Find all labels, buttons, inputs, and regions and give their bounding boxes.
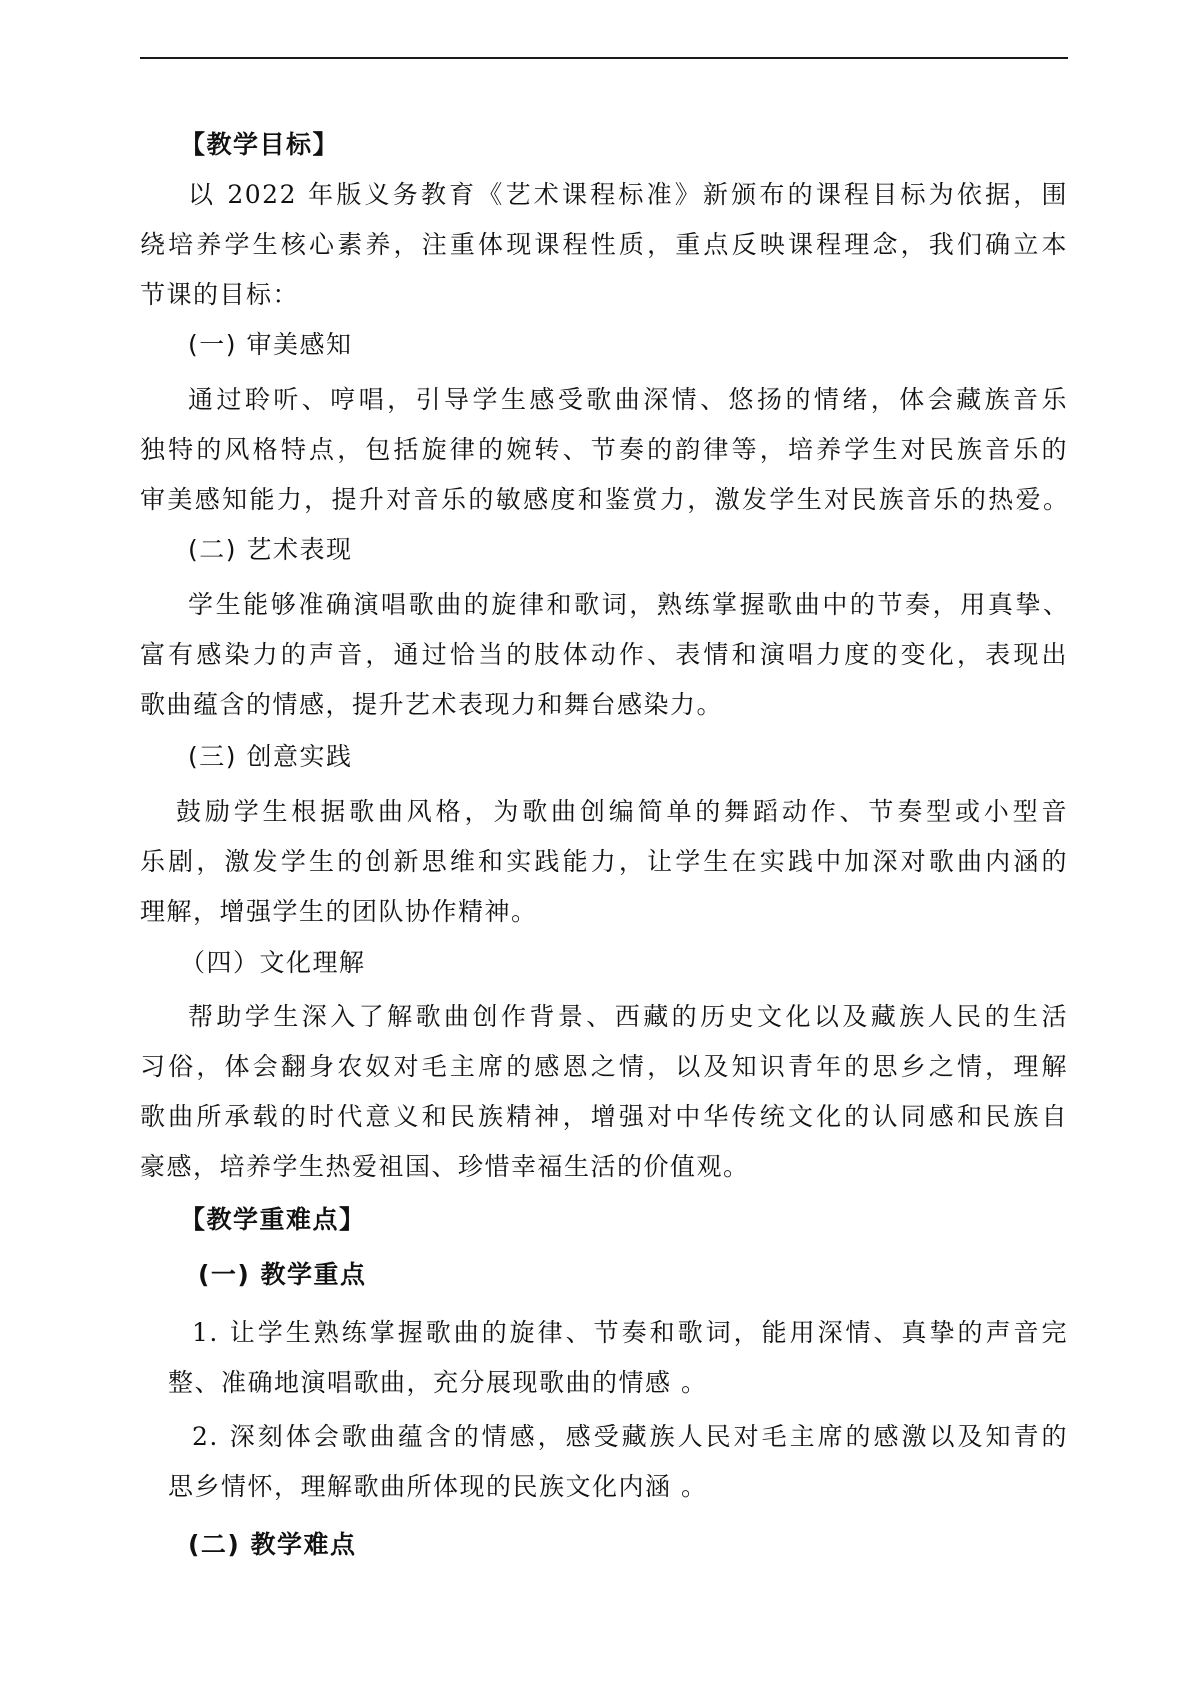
paragraph-line: 通过聆听、哼唱，引导学生感受歌曲深情、悠扬的情绪，体会藏族音乐 <box>188 385 1068 414</box>
subsection-title-culture: （四）文化理解 <box>180 948 366 977</box>
paragraph-line: 独特的风格特点，包括旋律的婉转、节奏的韵律等，培养学生对民族音乐的 <box>140 435 1068 464</box>
paragraph-line: 歌曲所承载的时代意义和民族精神，增强对中华传统文化的认同感和民族自 <box>140 1102 1068 1131</box>
paragraph-line: 以 2022 年版义务教育《艺术课程标准》新颁布的课程目标为依据，围 <box>188 180 1068 209</box>
list-item: 2. 深刻体会歌曲蕴含的情感，感受藏族人民对毛主席的感激以及知青的 <box>192 1422 1068 1451</box>
subsection-title-creative: (三) 创意实践 <box>188 742 353 771</box>
paragraph-line: 审美感知能力，提升对音乐的敏感度和鉴赏力，激发学生对民族音乐的热爱。 <box>140 485 1068 514</box>
paragraph-line: 乐剧，激发学生的创新思维和实践能力，让学生在实践中加深对歌曲内涵的 <box>140 847 1068 876</box>
paragraph-line: 理解，增强学生的团队协作精神。 <box>140 897 538 926</box>
paragraph-line: 富有感染力的声音，通过恰当的肢体动作、表情和演唱力度的变化，表现出 <box>140 640 1068 669</box>
list-item-continuation: 整、准确地演唱歌曲，充分展现歌曲的情感 。 <box>168 1368 708 1397</box>
subsection-title-expression: (二) 艺术表现 <box>188 535 353 564</box>
paragraph-line: 鼓励学生根据歌曲风格，为歌曲创编简单的舞蹈动作、节奏型或小型音 <box>176 797 1068 826</box>
section-heading-objectives: 【教学目标】 <box>180 130 340 159</box>
paragraph-line: 歌曲蕴含的情感，提升艺术表现力和舞台感染力。 <box>140 690 724 719</box>
list-item-continuation: 思乡情怀，理解歌曲所体现的民族文化内涵 。 <box>168 1472 708 1501</box>
subsection-title-difficulty: (二) 教学难点 <box>188 1530 357 1559</box>
paragraph-line: 豪感，培养学生热爱祖国、珍惜幸福生活的价值观。 <box>140 1152 750 1181</box>
paragraph-line: 绕培养学生核心素养，注重体现课程性质，重点反映课程理念，我们确立本 <box>140 230 1068 259</box>
paragraph-line: 节课的目标： <box>140 280 300 309</box>
subsection-title-aesthetic: (一) 审美感知 <box>188 330 353 359</box>
subsection-title-focus: (一) 教学重点 <box>198 1260 367 1289</box>
header-rule <box>140 57 1068 59</box>
paragraph-line: 帮助学生深入了解歌曲创作背景、西藏的历史文化以及藏族人民的生活 <box>188 1002 1068 1031</box>
paragraph-line: 学生能够准确演唱歌曲的旋律和歌词，熟练掌握歌曲中的节奏，用真挚、 <box>188 590 1068 619</box>
list-item: 1. 让学生熟练掌握歌曲的旋律、节奏和歌词，能用深情、真挚的声音完 <box>192 1318 1068 1347</box>
paragraph-line: 习俗，体会翻身农奴对毛主席的感恩之情，以及知识青年的思乡之情，理解 <box>140 1052 1068 1081</box>
section-heading-key-points: 【教学重难点】 <box>180 1205 366 1234</box>
